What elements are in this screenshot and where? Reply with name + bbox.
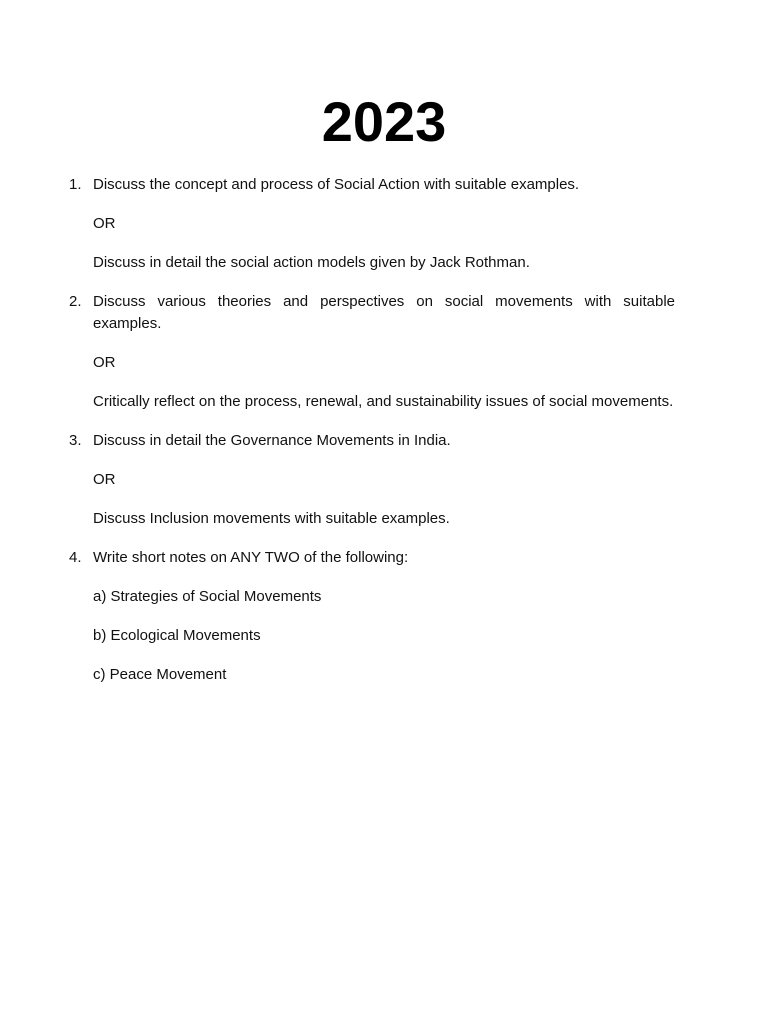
question-number: 1. [69,176,82,193]
question-text: Discuss in detail the Governance Movements in India. [93,432,451,449]
or-separator: OR [93,354,116,371]
short-note-option-c: c) Peace Movement [93,666,227,683]
question-3 [69,430,675,530]
question-text: Discuss various theories and perspectives on social movements with suitable examples. [93,293,675,332]
question-text: Write short notes on ANY TWO of the following: [93,549,409,566]
short-note-option-a: a) Strategies of Social Movements [93,588,322,605]
question-number: 4. [69,549,82,566]
or-separator: OR [93,471,116,488]
short-note-option-b: b) Ecological Movements [93,627,261,644]
question-number: 3. [69,432,82,449]
question-text: Discuss the concept and process of Social Action with suitable examples. [93,176,580,193]
or-separator: OR [93,215,116,232]
page-title: 2023 [321,90,447,153]
question-text-alternative: Discuss in detail the social action models given by Jack Rothman. [93,254,530,271]
question-list [69,174,675,703]
question-1 [69,174,675,274]
question-4 [69,547,675,686]
question-2 [69,291,675,413]
question-text-alternative: Critically reflect on the process, renewal, and sustainability issues of social movements. [93,393,674,410]
question-text-alternative: Discuss Inclusion movements with suitable examples. [93,510,450,527]
question-number: 2. [69,293,82,310]
